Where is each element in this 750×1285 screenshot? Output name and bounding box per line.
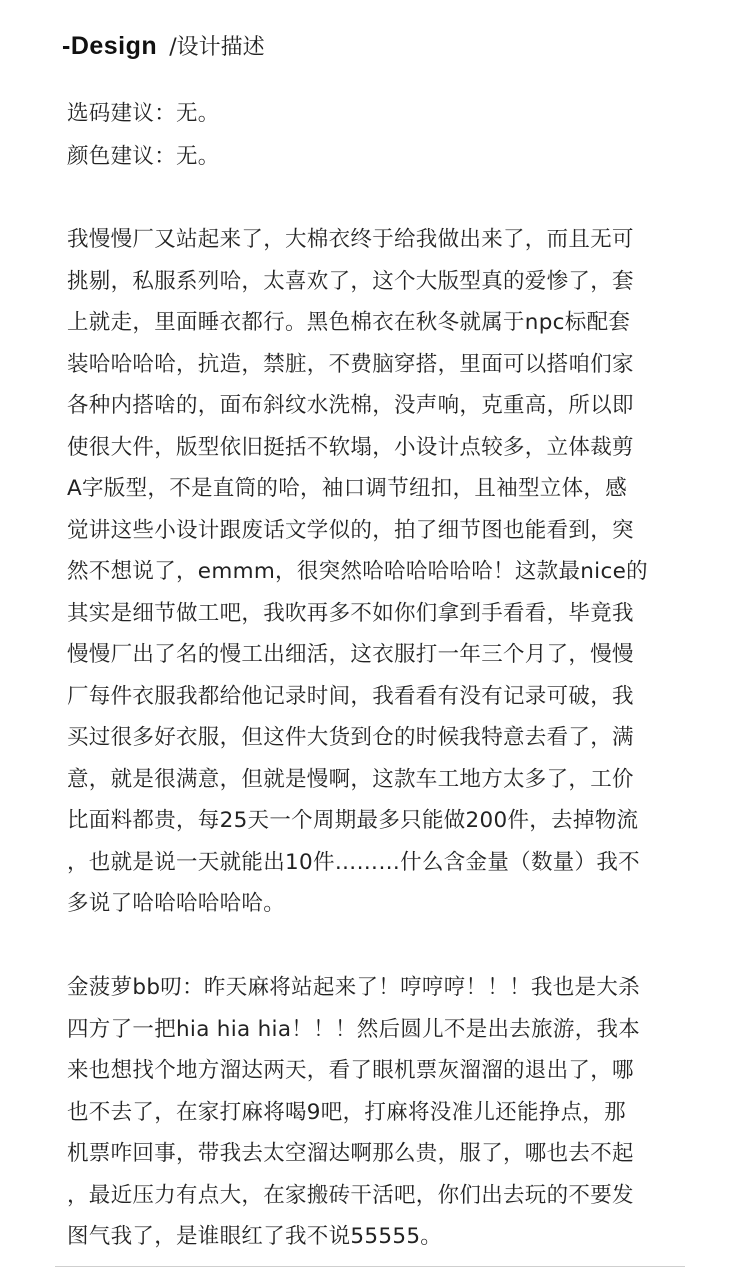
note-line: 四方了一把hia hia hia！！！然后圆儿不是出去旅游，我本 [67, 1017, 641, 1042]
description-line: 挑剔，私服系列哈，太喜欢了，这个大版型真的爱惨了，套 [67, 269, 634, 294]
description-line: 比面料都贵，每25天一个周期最多只能做200件，去掉物流 [67, 808, 639, 833]
section-title-english: -Design [62, 32, 158, 60]
description-line: 其实是细节做工吧，我吹再多不如你们拿到手看看，毕竟我 [67, 601, 634, 626]
description-line: 各种内搭啥的，面布斜纹水洗棉，没声响，克重高，所以即 [67, 393, 634, 418]
description-line: ，也就是说一天就能出10件………什么含金量（数量）我不 [67, 850, 640, 875]
note-line: 机票咋回事，带我去太空溜达啊那么贵，服了，哪也去不起 [67, 1141, 634, 1166]
note-line: 金菠萝bb叨：昨天麻将站起来了！哼哼哼！！！我也是大杀 [67, 975, 640, 1000]
description-line: 慢慢厂出了名的慢工出细活，这衣服打一年三个月了，慢慢 [67, 642, 634, 667]
section-header [62, 30, 265, 61]
description-line: 多说了哈哈哈哈哈哈。 [67, 891, 286, 916]
description-line: 买过很多好衣服，但这件大货到仓的时候我特意去看了，满 [67, 725, 634, 750]
note-line: 来也想找个地方溜达两天，看了眼机票灰溜溜的退出了，哪 [67, 1058, 634, 1083]
description-line: 觉讲这些小设计跟废话文学似的，拍了细节图也能看到，突 [67, 518, 634, 543]
description-line: 上就走，里面睡衣都行。黑色棉衣在秋冬就属于npc标配套 [67, 310, 631, 335]
bottom-divider [55, 1266, 685, 1267]
description-line: 厂每件衣服我都给他记录时间，我看看有没有记录可破，我 [67, 684, 634, 709]
note-line: 图气我了，是谁眼红了我不说55555。 [67, 1224, 443, 1249]
description-line: 装哈哈哈哈，抗造，禁脏，不费脑穿搭，里面可以搭咱们家 [67, 352, 634, 377]
description-line: 使很大件，版型依旧挺括不软塌，小设计点较多，立体裁剪 [67, 435, 634, 460]
section-title-chinese: /设计描述 [169, 35, 265, 60]
description-line: 然不想说了，emmm，很突然哈哈哈哈哈哈！这款最nice的 [67, 559, 648, 584]
description-line: 我慢慢厂又站起来了，大棉衣终于给我做出来了，而且无可 [67, 227, 634, 252]
note-line: 也不去了，在家打麻将喝9吧，打麻将没准儿还能挣点，那 [67, 1100, 626, 1125]
size-suggestion: 选码建议：无。 [67, 101, 220, 126]
description-line: A字版型，不是直筒的哈，袖口调节纽扣，且袖型立体，感 [67, 476, 628, 501]
description-line: 意，就是很满意，但就是慢啊，这款车工地方太多了，工价 [67, 767, 634, 792]
color-suggestion: 颜色建议：无。 [67, 144, 220, 169]
note-line: ，最近压力有点大，在家搬砖干活吧，你们出去玩的不要发 [67, 1183, 634, 1208]
